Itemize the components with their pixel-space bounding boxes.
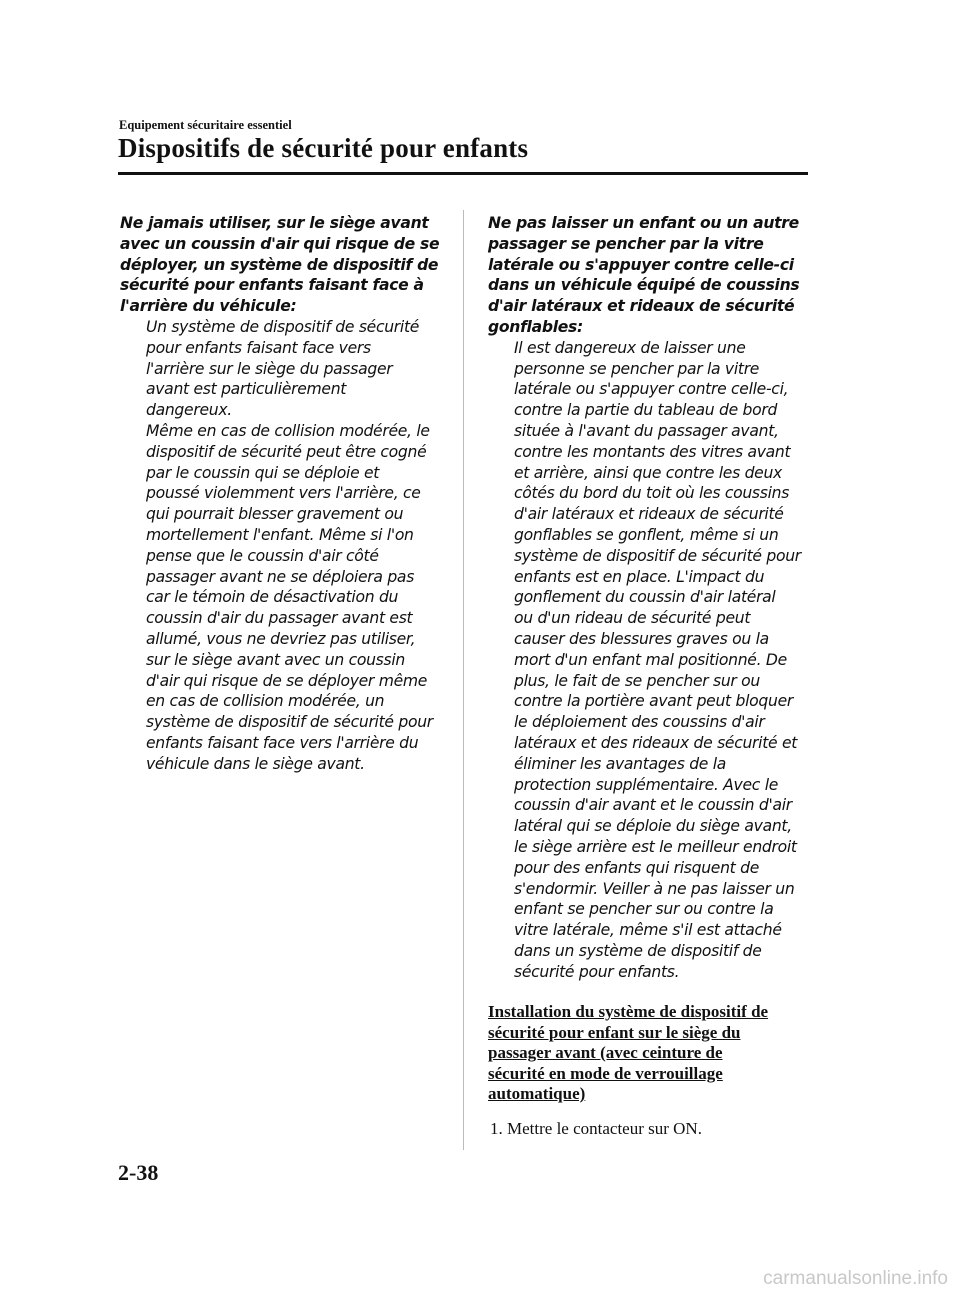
text-line: dans un système de dispositif de [514, 941, 762, 960]
text-line: d'air qui risque de se déployer même [146, 671, 428, 690]
text-line: d'air latéraux et rideaux de sécurité [488, 297, 795, 316]
text-line: passager avant ne se déploiera pas [146, 567, 415, 586]
text-line: en cas de collision modérée, un [146, 692, 385, 711]
warning-heading [488, 213, 818, 338]
right-warning [488, 213, 818, 982]
text-line: déployer, un système de dispositif de [120, 255, 439, 274]
text-line: côtés du bord du toit où les coussins [514, 484, 790, 503]
text-line: mortellement l'enfant. Même si l'on [146, 525, 414, 544]
text-line: coussin d'air avant et le coussin d'air [514, 796, 792, 815]
text-line: qui pourrait blesser gravement ou [146, 505, 404, 524]
page-title: Dispositifs de sécurité pour enfants [118, 133, 529, 163]
step-1: 1. Mettre le contacteur sur ON. [490, 1119, 702, 1138]
warning-body [488, 338, 818, 983]
text-line: passager avant (avec ceinture de [488, 1043, 723, 1062]
text-line: gonflement du coussin d'air latéral [514, 588, 776, 607]
text-line: dans un véhicule équipé de coussins [488, 276, 800, 295]
title-rule [118, 172, 808, 175]
text-line: latéral qui se déploie du siège avant, [514, 817, 792, 836]
text-line: Installation du système de dispositif de [488, 1002, 769, 1021]
warning-heading [120, 213, 450, 317]
text-line: le déploiement des coussins d'air [514, 713, 765, 732]
section-subheading [488, 1002, 768, 1105]
text-line: située à l'avant du passager avant, [514, 421, 779, 440]
text-line: passager se pencher par la vitre [488, 234, 764, 253]
text-line: l'arrière du véhicule: [120, 297, 297, 316]
text-line: Il est dangereux de laisser une [514, 338, 746, 357]
text-line: véhicule dans le siège avant. [146, 754, 365, 773]
text-line: coussin d'air du passager avant est [146, 609, 413, 628]
text-line: Ne jamais utiliser, sur le siège avant [120, 214, 429, 232]
text-line: avant est particulièrement [146, 380, 347, 399]
text-line: plus, le fait de se pencher sur ou [514, 671, 761, 690]
text-line: le siège arrière est le meilleur endroit [514, 837, 797, 856]
left-warning [120, 213, 450, 775]
text-line: protection supplémentaire. Avec le [514, 775, 779, 794]
text-line: automatique) [488, 1084, 586, 1103]
text-line: pour des enfants qui risquent de [514, 858, 760, 877]
watermark: carmanualsonline.info [763, 1268, 948, 1289]
text-line: dispositif de sécurité peut être cogné [146, 442, 427, 461]
column-divider [463, 210, 464, 1150]
text-line: enfants faisant face vers l'arrière du [146, 733, 419, 752]
text-line: contre les montants des vitres avant [514, 442, 791, 461]
text-line: s'endormir. Veiller à ne pas laisser un [514, 879, 795, 898]
text-line: vitre latérale, même s'il est attaché [514, 921, 782, 940]
text-line: gonflables se gonflent, même si un [514, 525, 779, 544]
text-line: et arrière, ainsi que contre les deux [514, 463, 782, 482]
text-line: pense que le coussin d'air côté [146, 546, 379, 565]
text-line: dangereux. [146, 401, 232, 420]
text-line: enfants est en place. L'impact du [514, 567, 765, 586]
text-line: poussé violemment vers l'arrière, ce [146, 484, 421, 503]
text-line: avec un coussin d'air qui risque de se [120, 234, 440, 253]
text-line: pour enfants faisant face vers [146, 338, 371, 357]
text-line: contre la partie du tableau de bord [514, 401, 778, 420]
text-line: sécurité pour enfants faisant face à [120, 276, 424, 295]
text-line: par le coussin qui se déploie et [146, 463, 380, 482]
text-line: latéraux et des rideaux de sécurité et [514, 733, 798, 752]
text-line: Un système de dispositif de sécurité [146, 317, 420, 336]
warning-body [120, 317, 450, 775]
text-line: ou d'un rideau de sécurité peut [514, 609, 751, 628]
text-line: l'arrière sur le siège du passager [146, 359, 393, 378]
text-line: gonflables: [488, 317, 583, 336]
text-line: Même en cas de collision modérée, le [146, 421, 430, 440]
text-line: d'air latéraux et rideaux de sécurité [514, 505, 784, 524]
text-line: latérale ou s'appuyer contre celle-ci [488, 255, 794, 274]
text-line: latérale ou s'appuyer contre celle-ci, [514, 380, 789, 399]
text-line: contre la portière avant peut bloquer [514, 692, 793, 711]
text-line: car le témoin de désactivation du [146, 588, 399, 607]
text-line: allumé, vous ne devriez pas utiliser, [146, 629, 416, 648]
text-line: sur le siège avant avec un coussin [146, 650, 405, 669]
text-line: sécurité pour enfant sur le siège du [488, 1022, 741, 1042]
text-line: mort d'un enfant mal positionné. De [514, 650, 787, 669]
text-line: causer des blessures graves ou la [514, 629, 769, 648]
text-line: sécurité pour enfants. [514, 962, 680, 981]
text-line: éliminer les avantages de la [514, 754, 727, 773]
page-number: 2-38 [118, 1160, 159, 1185]
text-line: personne se pencher par la vitre [514, 359, 760, 378]
section-label: Equipement sécuritaire essentiel [119, 118, 292, 132]
text-line: enfant se pencher sur ou contre la [514, 900, 774, 919]
text-line: sécurité en mode de verrouillage [488, 1063, 723, 1083]
text-line: système de dispositif de sécurité pour [146, 713, 433, 732]
text-line: Ne pas laisser un enfant ou un autre [488, 214, 799, 232]
text-line: système de dispositif de sécurité pour [514, 546, 801, 565]
